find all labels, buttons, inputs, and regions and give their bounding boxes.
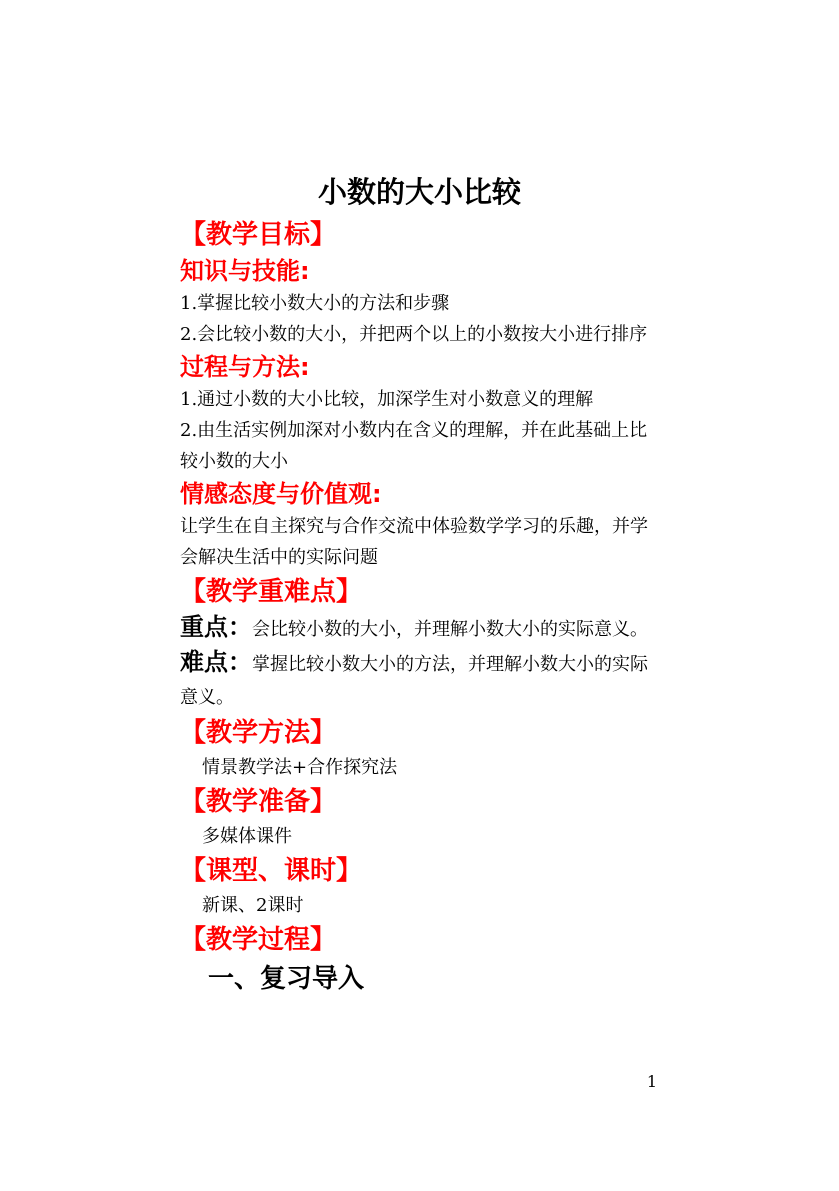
- process-method-heading: 过程与方法:: [180, 353, 310, 381]
- teaching-process-heading: 【教学过程】: [180, 925, 337, 955]
- difficulty-point: [180, 646, 662, 714]
- attitude-values-heading: 情感态度与价值观:: [180, 480, 382, 508]
- teaching-method-text: 情景教学法+合作探究法: [202, 757, 398, 778]
- process-item-1: 1.通过小数的大小比较，加深学生对小数意义的理解: [180, 389, 594, 410]
- process-item-2: 2.由生活实例加深对小数内在含义的理解，并在此基础上比较小数的大小: [180, 420, 648, 472]
- knowledge-item-2: 2.会比较小数的大小，并把两个以上的小数按大小进行排序: [180, 324, 648, 345]
- preparation-heading: 【教学准备】: [180, 787, 337, 817]
- objectives-heading: 【教学目标】: [180, 220, 337, 250]
- difficulty-text: 掌握比较小数大小的方法，并理解小数大小的实际意义。: [180, 654, 648, 708]
- focus-label: 重点：: [180, 613, 252, 641]
- teaching-method-heading: 【教学方法】: [180, 718, 337, 748]
- review-intro-step: 一、复习导入: [208, 964, 365, 994]
- lesson-type-heading: 【课型、课时】: [180, 856, 363, 886]
- knowledge-item-1: 1.掌握比较小数大小的方法和步骤: [180, 293, 450, 314]
- knowledge-skills-heading: 知识与技能:: [180, 257, 310, 285]
- document-title: 小数的大小比较: [317, 175, 521, 209]
- focus-point: [180, 611, 662, 646]
- preparation-text: 多媒体课件: [202, 826, 292, 847]
- lesson-type-text: 新课、2课时: [202, 895, 304, 916]
- difficulty-label: 难点：: [180, 648, 252, 676]
- attitude-text: 让学生在自主探究与合作交流中体验数学学习的乐趣，并学会解决生活中的实际问题: [180, 516, 648, 568]
- page-number: 1: [646, 1072, 658, 1091]
- focus-text: 会比较小数的大小，并理解小数大小的实际意义。: [252, 619, 648, 640]
- document-body: [180, 216, 662, 999]
- key-points-heading: 【教学重难点】: [180, 577, 363, 607]
